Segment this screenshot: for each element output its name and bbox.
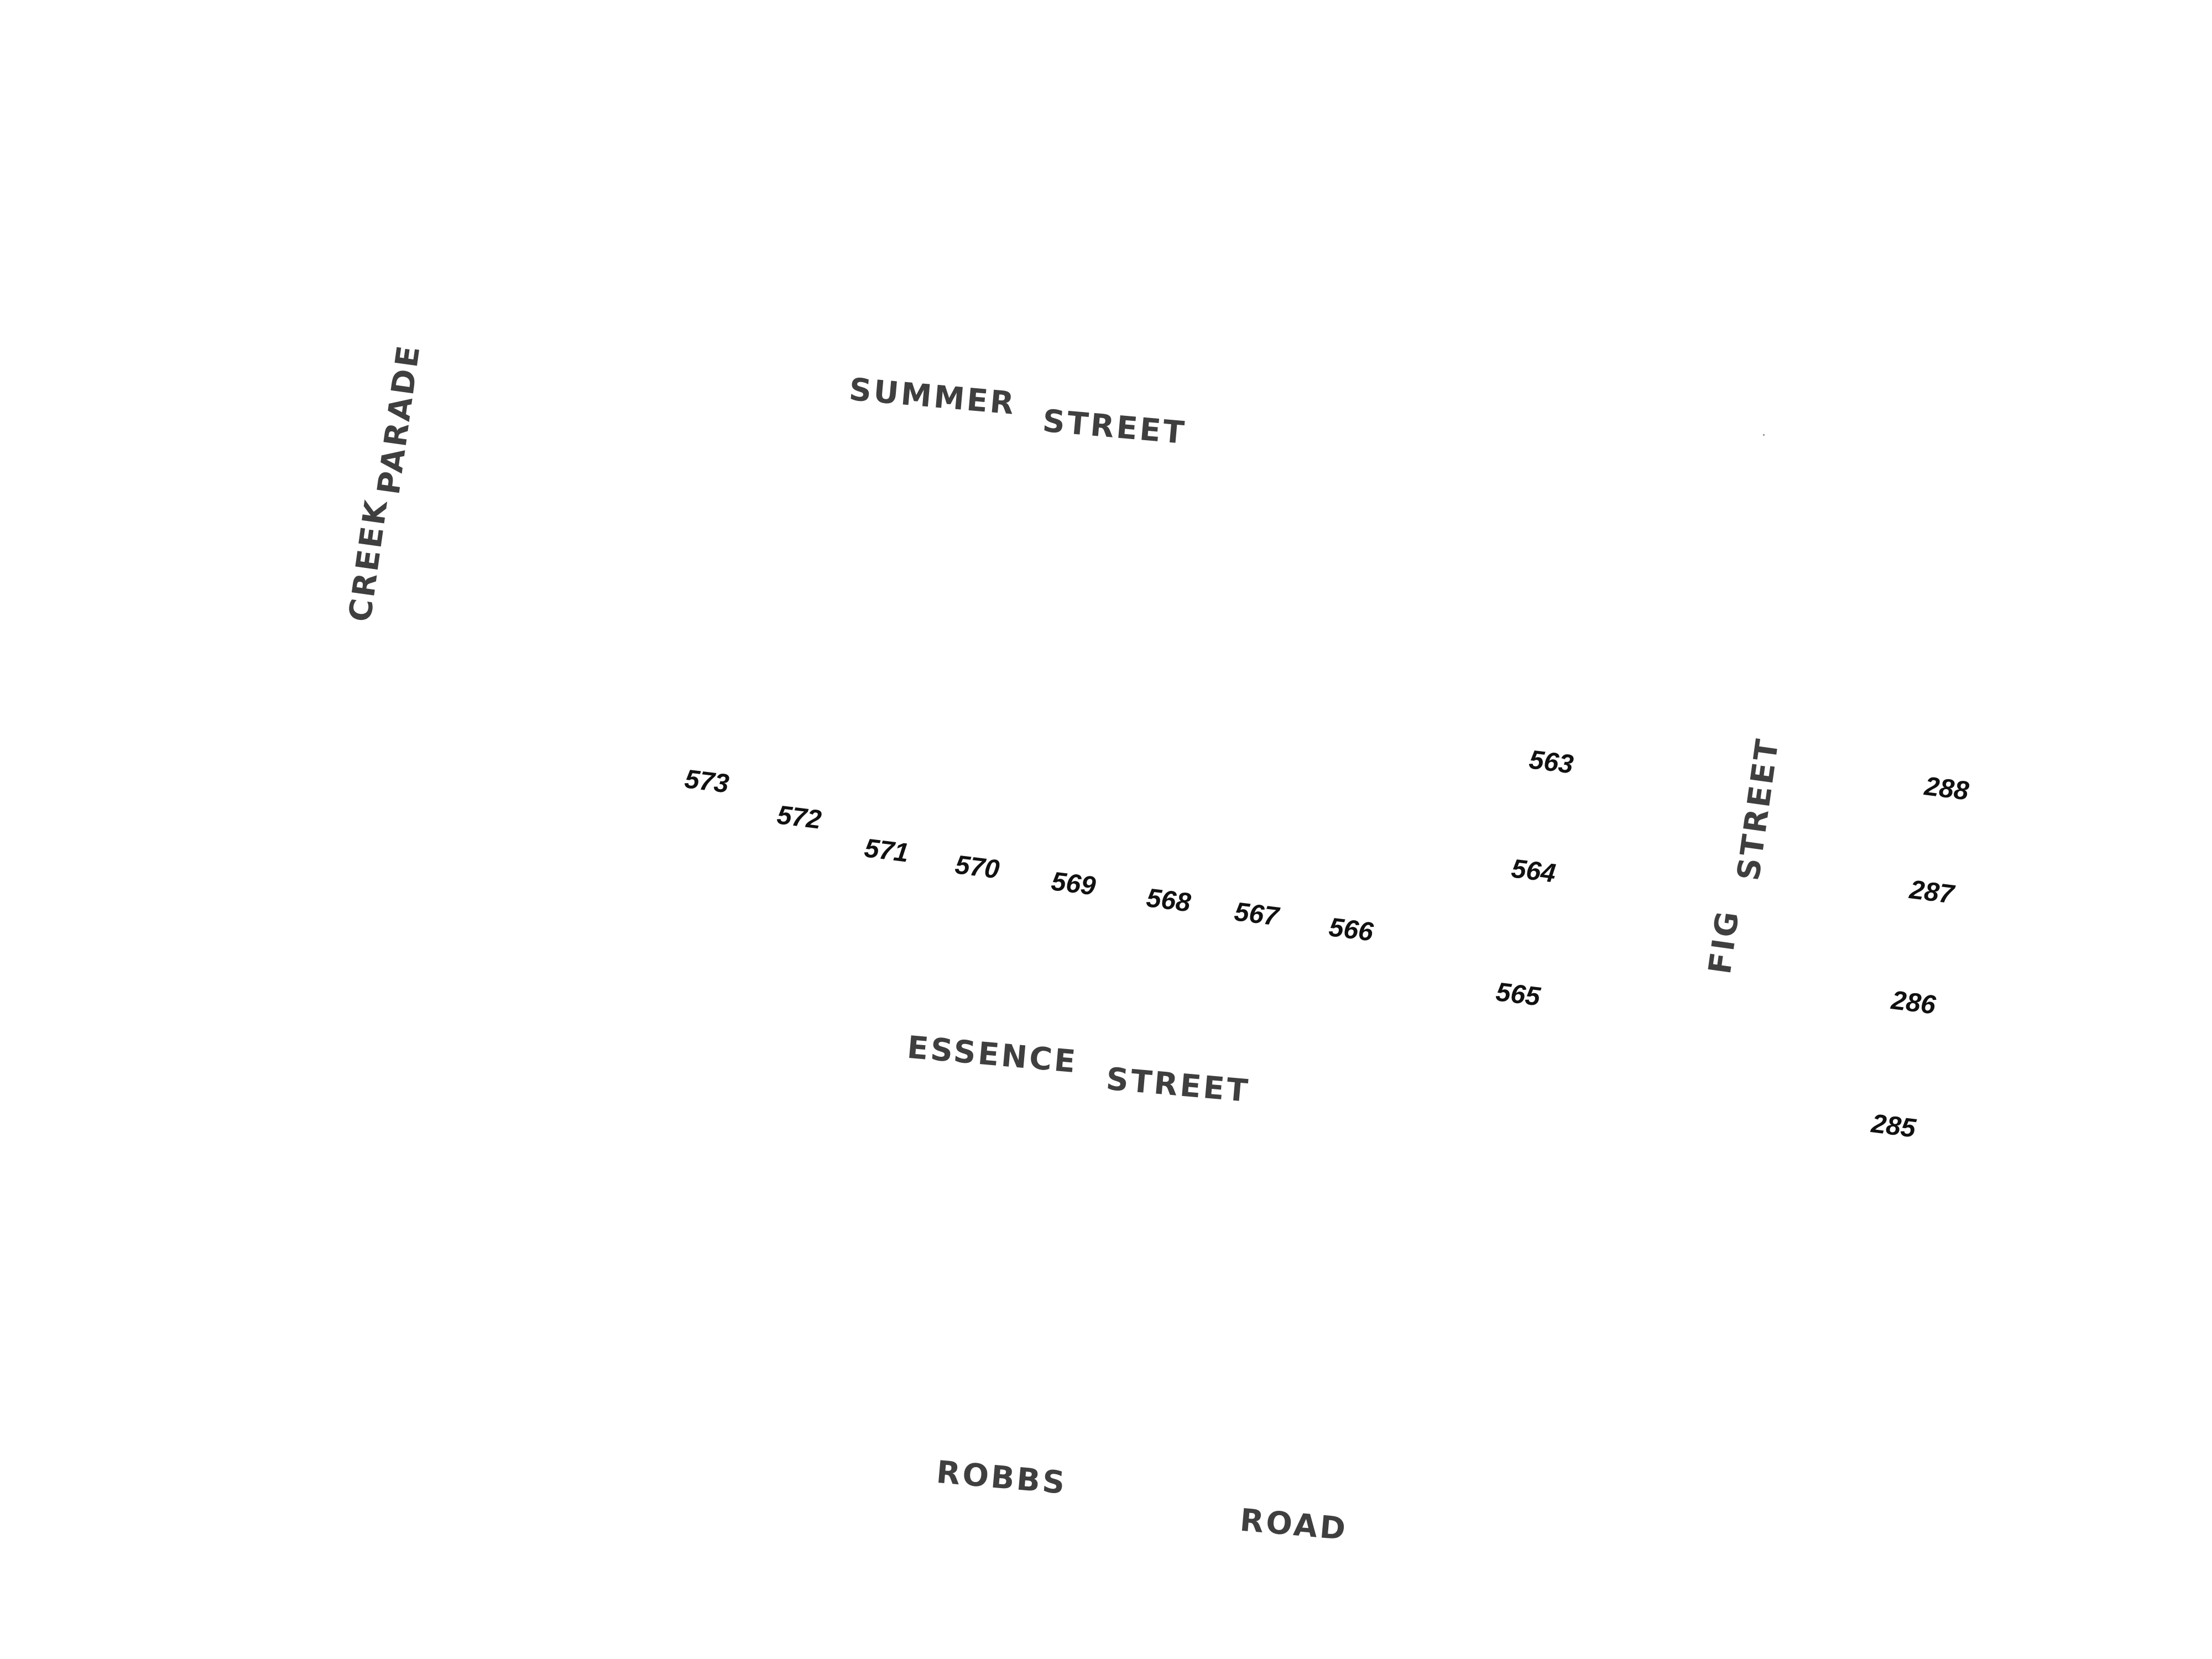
essence-street-label-word-1: ESSENCE bbox=[905, 1029, 1079, 1081]
lot-number-572: 572 bbox=[775, 800, 823, 835]
creek-parade-label-word-1: CREEK bbox=[342, 496, 395, 624]
robbs-road-label-word-2: ROAD bbox=[1238, 1502, 1349, 1548]
lot-number-570: 570 bbox=[953, 850, 1001, 885]
summer-street-label-word-2: STREET bbox=[1041, 403, 1188, 452]
robbs-road-label-word-1: ROBBS bbox=[935, 1454, 1068, 1502]
lot-number-288: 288 bbox=[1923, 771, 1971, 806]
lot-number-569: 569 bbox=[1050, 867, 1098, 901]
lot-number-571: 571 bbox=[863, 833, 911, 868]
lot-number-564: 564 bbox=[1510, 854, 1558, 889]
lot-number-286: 286 bbox=[1890, 985, 1938, 1020]
lot-number-285: 285 bbox=[1870, 1109, 1918, 1144]
lot-number-563: 563 bbox=[1527, 745, 1575, 780]
fig-street-label-word-2: STREET bbox=[1730, 735, 1786, 883]
lot-number-565: 565 bbox=[1494, 977, 1542, 1012]
lot-number-287: 287 bbox=[1908, 875, 1956, 910]
lot-number-573: 573 bbox=[683, 764, 731, 799]
fig-street-label-word-1: FIG bbox=[1702, 907, 1747, 977]
map-speck bbox=[1763, 434, 1765, 436]
lot-number-567: 567 bbox=[1233, 897, 1281, 932]
creek-parade-label-word-2: PARADE bbox=[371, 341, 428, 497]
essence-street-label-word-2: STREET bbox=[1104, 1061, 1251, 1110]
summer-street-label-word-1: SUMMER bbox=[847, 371, 1018, 422]
lot-number-566: 566 bbox=[1327, 912, 1375, 947]
lot-number-568: 568 bbox=[1145, 883, 1193, 918]
